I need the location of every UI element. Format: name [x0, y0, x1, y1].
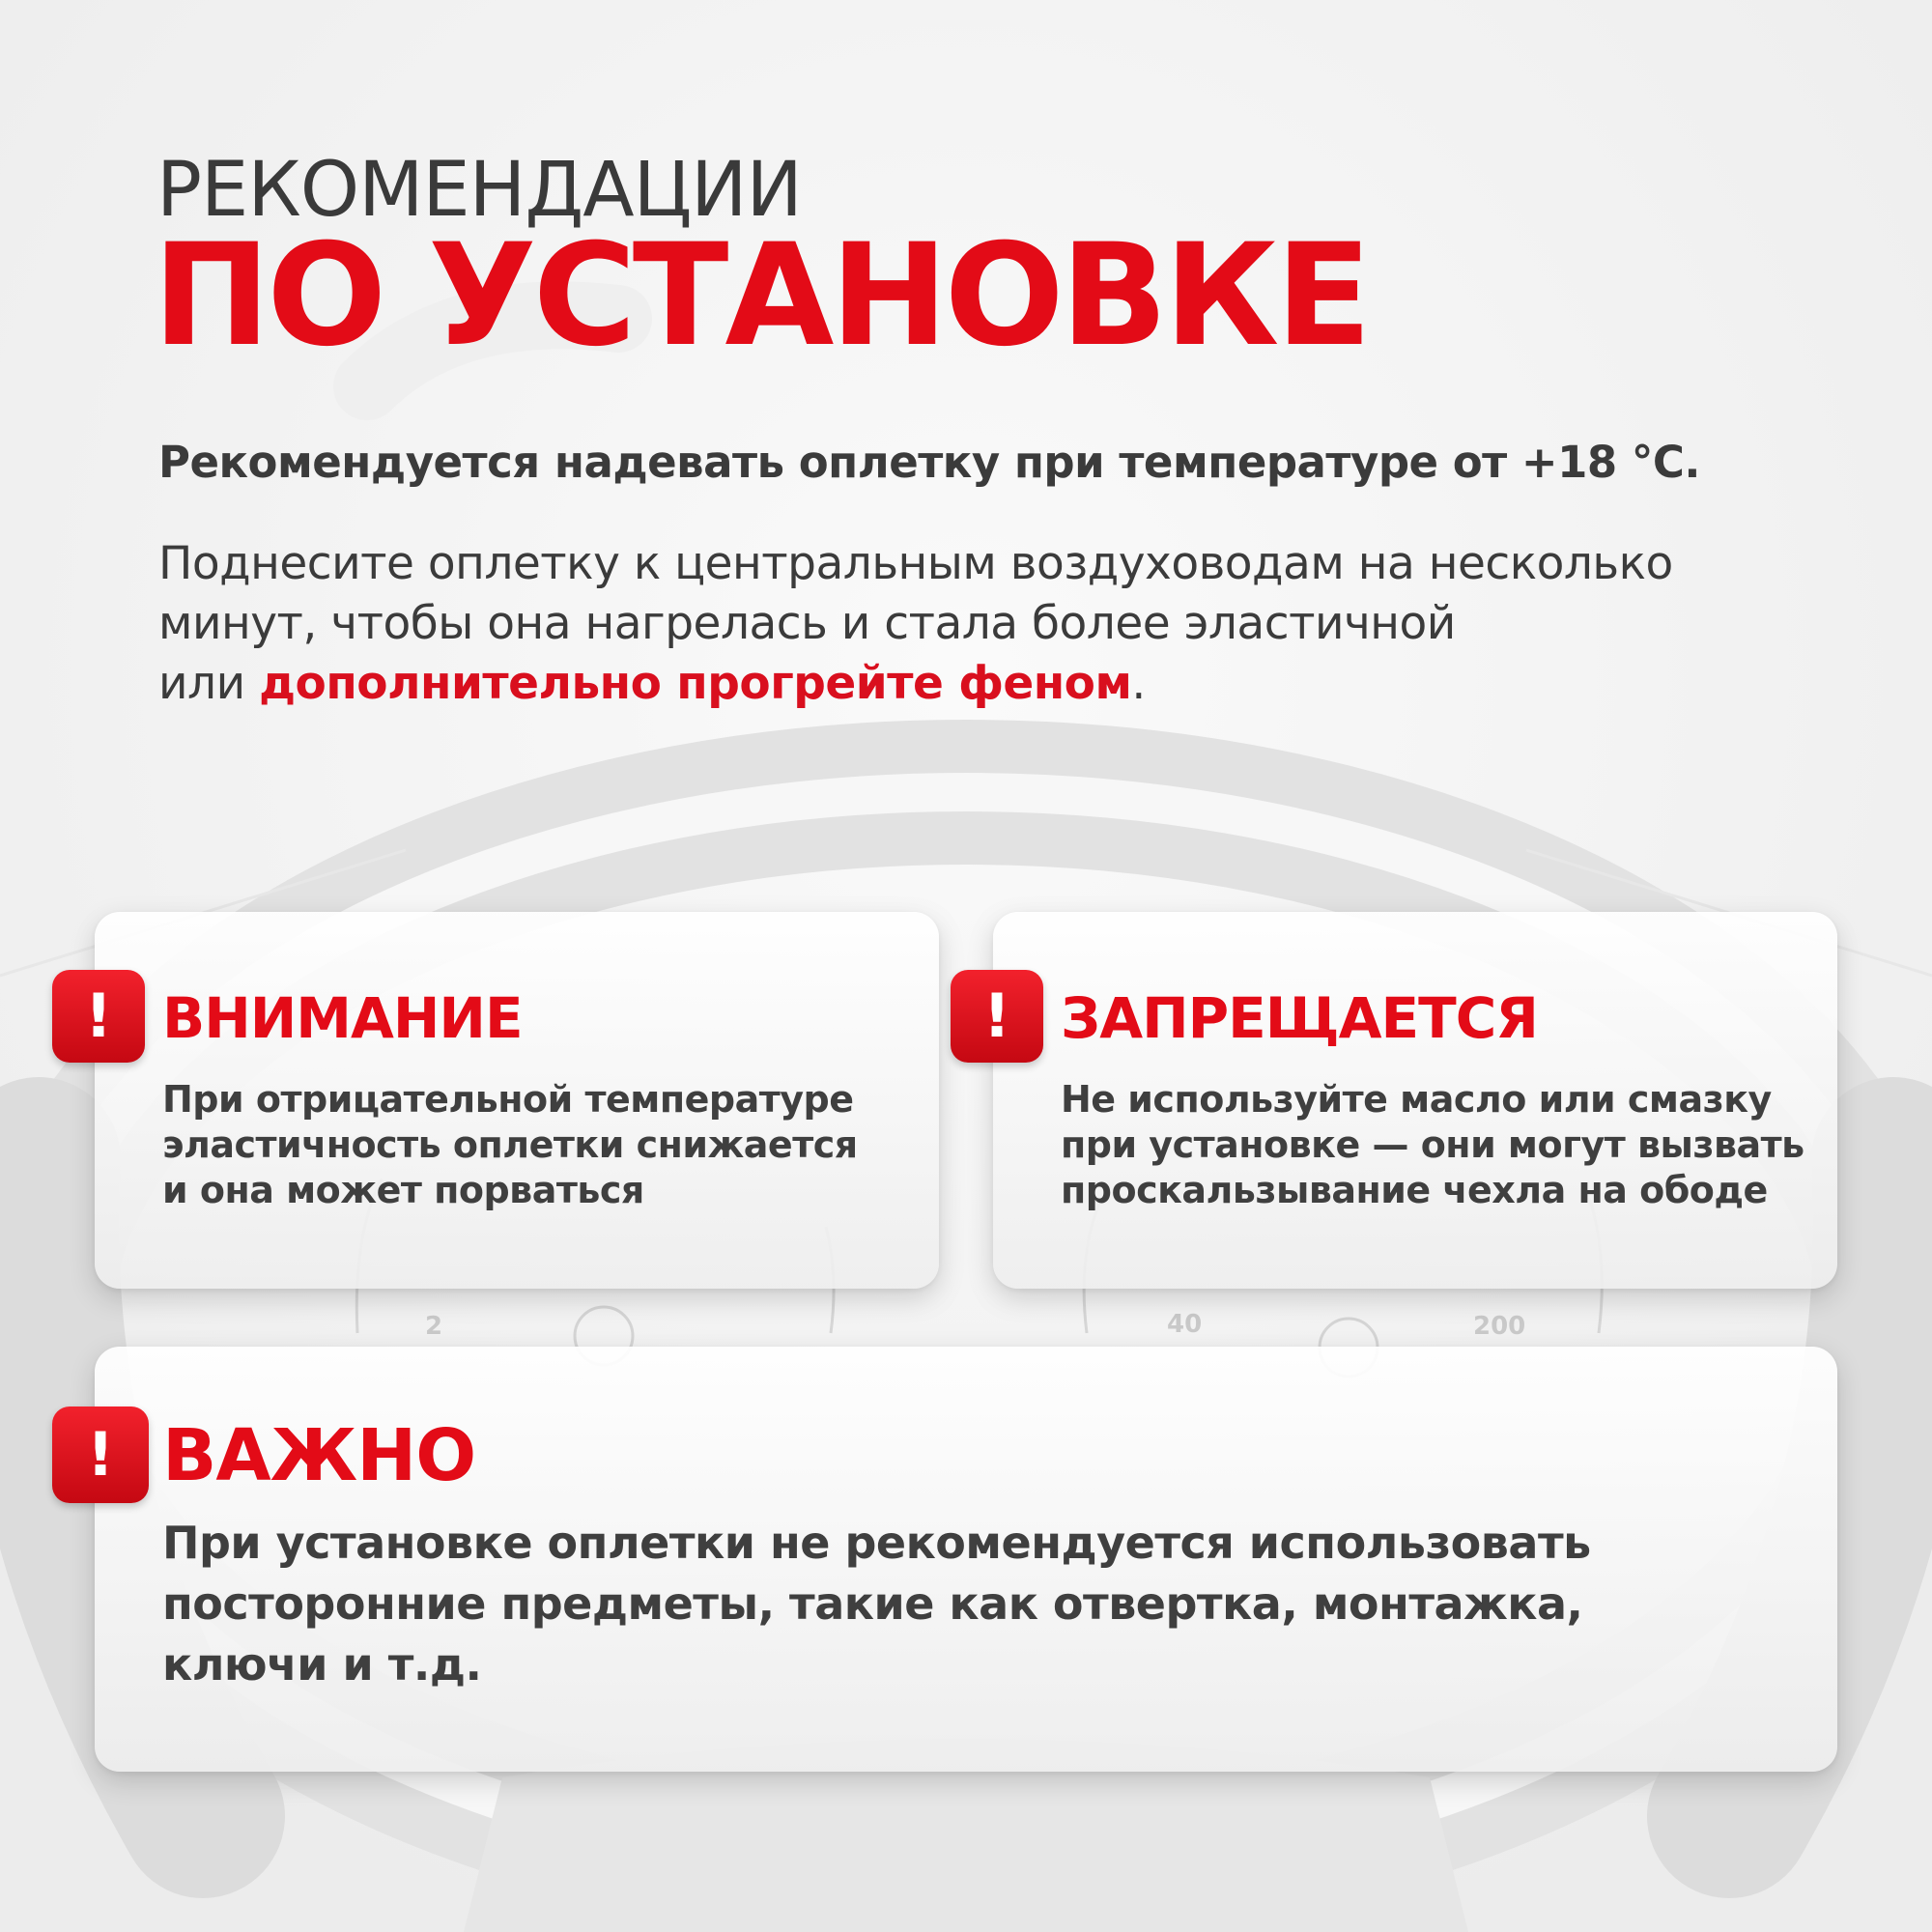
- important-title: ВАЖНО: [162, 1414, 476, 1497]
- exclamation-icon: [52, 1406, 149, 1503]
- temperature-recommendation: Рекомендуется надевать оплетку при температуре от +18 °C.: [158, 437, 1701, 488]
- forbidden-badge-mark: !: [982, 980, 1011, 1051]
- instructions-line1: Поднесите оплетку к центральным воздуховодам на несколько: [158, 537, 1673, 590]
- important-text-line3: ключи и т.д.: [162, 1638, 482, 1690]
- dial-number-middle: 40: [1167, 1310, 1203, 1339]
- forbidden-text-line2: при установке — они могут вызвать: [1061, 1123, 1804, 1166]
- important-badge-mark: !: [86, 1419, 115, 1490]
- instructions-line3-prefix: или: [158, 657, 260, 710]
- forbidden-text-line1: Не используйте масло или смазку: [1061, 1078, 1772, 1121]
- important-text-line1: При установке оплетки не рекомендуется использовать: [162, 1517, 1591, 1569]
- instructions-line3: [158, 654, 1820, 714]
- attention-text-line3: и она может порваться: [162, 1169, 644, 1211]
- exclamation-icon: [951, 970, 1043, 1063]
- warming-instructions: [158, 534, 1820, 714]
- attention-text: [162, 1077, 858, 1213]
- attention-text-line1: При отрицательной температуре: [162, 1078, 854, 1121]
- hairdryer-highlight: дополнительно прогрейте феном: [259, 657, 1132, 710]
- forbidden-text-line3: проскальзывание чехла на ободе: [1061, 1169, 1768, 1211]
- exclamation-icon: [52, 970, 145, 1063]
- instructions-line3-suffix: .: [1131, 657, 1146, 710]
- page-title-line2: ПО УСТАНОВКЕ: [153, 213, 1369, 378]
- attention-badge-mark: !: [84, 980, 113, 1051]
- dial-number-right: 200: [1473, 1312, 1526, 1341]
- forbidden-text: [1061, 1077, 1804, 1213]
- important-text-line2: посторонние предметы, такие как отвертка, монтажка,: [162, 1577, 1583, 1630]
- important-text: [162, 1513, 1591, 1695]
- forbidden-title: ЗАПРЕЩАЕТСЯ: [1061, 985, 1538, 1051]
- dial-number-left: 2: [425, 1312, 443, 1341]
- page-title-line1: РЕКОМЕНДАЦИИ: [156, 147, 802, 234]
- attention-title: ВНИМАНИЕ: [162, 985, 523, 1051]
- attention-text-line2: эластичность оплетки снижается: [162, 1123, 858, 1166]
- instructions-line2: минут, чтобы она нагрелась и стала более эластичной: [158, 597, 1456, 650]
